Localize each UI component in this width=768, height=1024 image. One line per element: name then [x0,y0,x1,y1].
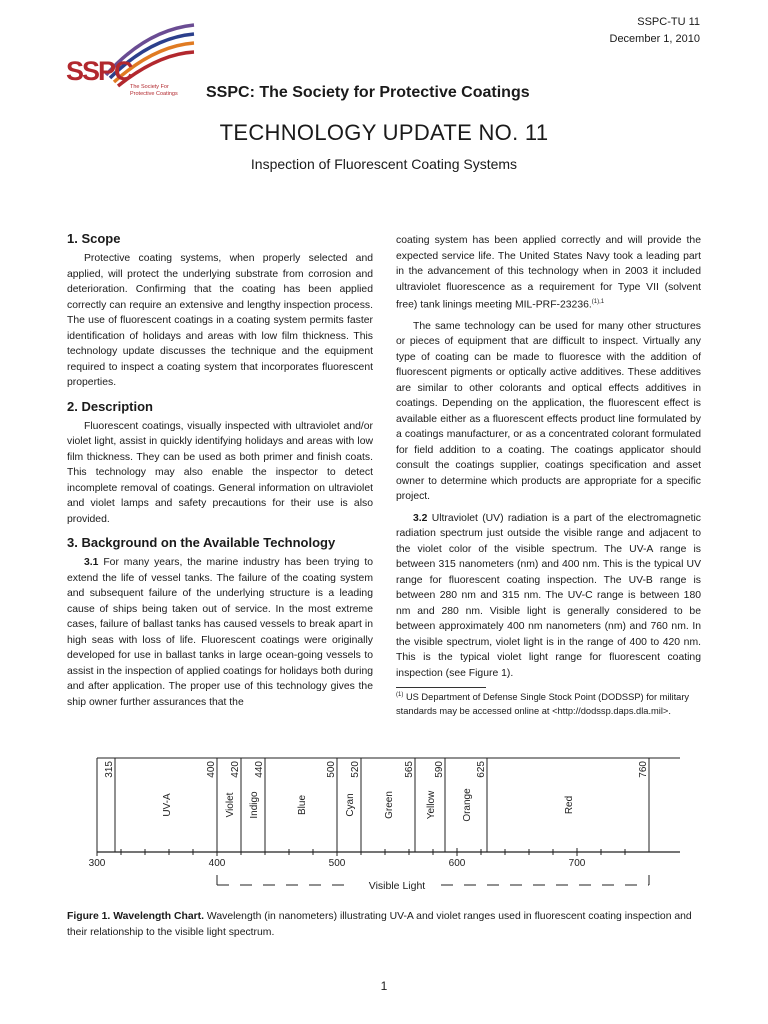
sspc-logo [66,20,196,110]
boundary-label-420: 420 [230,761,241,778]
left-column [67,231,373,710]
axis-tick-label-400: 400 [208,858,226,869]
band-label-indigo: Indigo [249,791,260,819]
band-label-orange: Orange [462,788,473,822]
footnote-marker: (1) [396,692,404,698]
band-label-red: Red [564,795,575,815]
scope-body: Protective coating systems, when properly selected and applied, will protect the underlying substrate from corrosion and deterioration. Confirming that the coating has been applied correctly can require an extensive and lengthy inspection process. The use of fluorescent coatings in a coating system permits faster identification of holidays and areas with low film thickness. This technology update discusses the technique and the equipment required to inspect a coating system that incorporates fluorescent properties. [67,253,373,388]
reference-marker: (1),1 [591,299,605,305]
document-title: TECHNOLOGY UPDATE NO. 11 [219,120,549,145]
document-subtitle: Inspection of Fluorescent Coating Systems [250,156,518,172]
document-id: SSPC-TU 11 [637,16,700,28]
document-id-block [610,14,701,48]
axis-tick-label-600: 600 [448,858,466,869]
logo-tagline-line-1: The Society For [130,84,169,90]
band-label-yellow: Yellow [426,790,437,820]
boundary-label-315: 315 [104,761,115,778]
scope-heading: 1. Scope [67,231,121,246]
band-label-cyan: Cyan [345,793,356,817]
axis-tick-label-300: 300 [88,858,106,869]
axis-tick-label-700: 700 [568,858,586,869]
page-number: 1 [380,979,388,993]
boundary-label-520: 520 [350,761,361,778]
paragraph-3-2-text: Ultraviolet (UV) radiation is a part of the electromagnetic radiation spectrum just outside the visible range and adjacent to the violet color of the visible spectrum. The UV-A range is between 315 nanometers (nm) and 400 nm. This is the typical UV range for fluorescent coating inspection. The UV-B range is between 280 nm and 315 nm. The UV-C range is between 180 nm and 280 nm. Visible light is generally considered to be between approximately 400 nm nanometers (nm) and 760 nm. In the visible spectrum, violet light is in the range of 400 to 420 nm. This is the typical violet light range for fluorescent coating inspection (see Figure 1). [396,512,701,679]
boundary-label-760: 760 [638,761,649,778]
description-body: Fluorescent coatings, visually inspected with ultraviolet and/or violet light, assist in quickly identifying holidays and areas with low film thickness. They can be used as both primer and finish coats. This technology may also enable the inspector to detect incomplete removal of coatings. General information on ultraviolet and violet lamps and safety precautions for their use is also provided. [67,420,373,525]
footnote-text: US Department of Defense Single Stock Point (DODSSP) for military standards may be accessed online at <http://dodssp.daps.dla.mil>. [396,692,690,716]
paragraph-3-1-second: The same technology can be used for many other structures or pieces of equipment that are difficult to inspect. Virtually any type of coating can be made to fluoresce with the addition of fluorescent pigments or optically active additives. These additives are similar to other colorants and optical effects additives in coatings. Depending on the application, the fluorescent effect is available either as a fluorescent effects product line formulated by a coatings manufacturer, or as a concentrated colorant formulated for field addition to a coating. The coatings applicator should consult the coatings supplier, coatings specification and asset owner to determine which products are appropriate for a specific project. [396,320,701,503]
wavelength-chart [0,748,768,898]
figure-caption [67,909,701,940]
document-date: December 1, 2010 [609,33,700,45]
paragraph-3-2-number: 3.2 [413,512,428,524]
paragraph-3-1-continued-text: coating system has been applied correctly and will provide the expected service life. The United States Navy took a leading part in the advancement of this technology when in 2003 it included ultraviolet fluorescence as a requirement for Type VII (solvent free) tank linings meeting MIL-PRF-23236. [396,235,701,311]
right-column [396,233,701,681]
paragraph-3-2 [396,511,701,682]
footnote [396,689,701,718]
boundary-label-565: 565 [404,761,415,778]
figure-caption-label: Figure 1. Wavelength Chart. [67,911,205,922]
paragraph-3-1 [67,555,373,710]
boundary-label-625: 625 [476,761,487,778]
boundary-label-500: 500 [326,761,337,778]
description-heading: 2. Description [67,398,153,414]
bracket-label: Visible Light [368,880,426,892]
background-heading: 3. Background on the Available Technology [67,535,336,550]
band-label-violet: Violet [225,792,236,818]
band-label-uv-a: UV-A [162,793,173,817]
logo-text: SSPC [66,56,132,86]
boundary-label-590: 590 [434,761,445,778]
paragraph-3-1-text: For many years, the marine industry has been trying to extend the life of vessel tanks. The failure of the coating system and subsequent failure of the underlying structure is a leading cause of ships being taken out of service. In the most extreme cases, failure of ballast tanks has caused vessels to break apart in high seas with loss of life. Fluorescent coatings were originally developed for use in ballast tanks in large ocean-going vessels to assist in the inspection of applied coatings for holidays both during and after application. The proper use of this technology gives the ship owner further assurances that the [67,557,373,708]
footnote-rule [396,687,486,688]
paragraph-3-1-continued [396,233,701,313]
organization-name: SSPC: The Society for Protective Coatings [206,84,530,101]
logo-tagline-line-2: Protective Coatings [130,90,178,97]
band-label-blue: Blue [297,794,308,816]
chart-layer [89,758,680,892]
band-label-green: Green [384,791,395,819]
figure-caption-text: Wavelength (in nanometers) illustrating UV-A and violet ranges used in fluorescent coating inspection and their relationship to the visible light spectrum. [67,911,692,938]
axis-tick-label-500: 500 [328,858,346,869]
boundary-label-400: 400 [206,761,217,778]
paragraph-3-1-number: 3.1 [84,557,99,568]
logo-tagline [130,84,178,97]
boundary-label-440: 440 [254,761,265,778]
